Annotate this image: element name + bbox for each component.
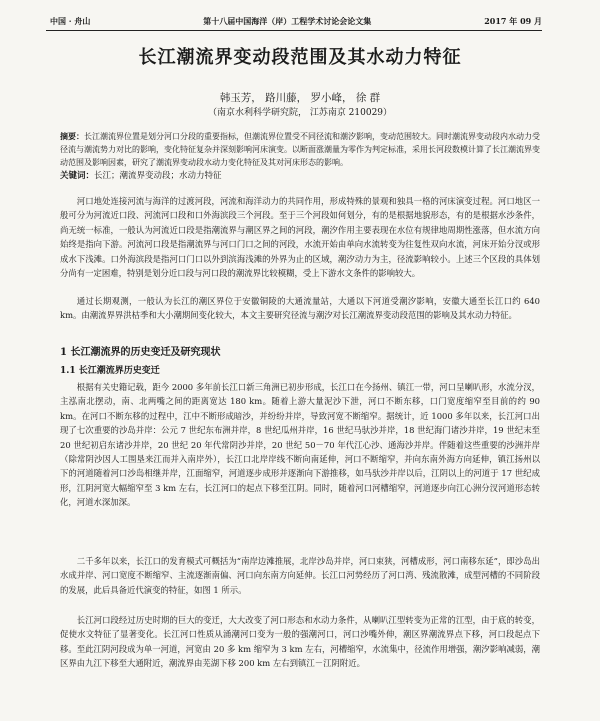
history-paragraph-2: 二千多年以来，长江口的发育模式可概括为“南岸边滩推展，北岸沙岛并岸，河口束狭，河槽成形，河口南移东延”，即沙岛出水成并岸、河口宽度不断缩窄、主流逐渐南偏、河口向东南方向延伸。长江口河势经历了河口湾、残流散滩，成型河槽的不同阶段的发展，此后具备近代演变的特征，如图 1 所示。 [60, 556, 540, 595]
affiliation: （南京水利科学研究院， 江苏南京 210029） [207, 108, 393, 118]
keywords [60, 170, 540, 183]
subsection-heading-1-1: 1.1 长江潮流界历史变迁 [60, 366, 160, 376]
abstract-text: 长江潮流界位置是划分河口分段的重要指标，但潮流界位置受不同径流和潮汐影响，变动范围较大。同时潮流界变动段内水动力受径流与潮流势力对比的影响，变化特征复杂并深刻影响河床演变。以断面涨潮量为零作为判定标准，采用长河段数模计算了长江潮流界变动范围及影响因素，研究了潮流界变动段水动力变化特征及其对河床形态的影响。 [60, 132, 540, 168]
header-date: 2017 年 09 月 [484, 15, 542, 26]
keywords-text: 长江；潮流界变动段；水动力特征 [94, 171, 222, 181]
header-location: 中国 · 舟山 [50, 15, 91, 26]
paper-title: 长江潮流界变动段范围及其水动力特征 [138, 47, 462, 68]
history-paragraph-1: 根据有关史籍记载，距今 2000 多年前长江口新三角洲已初步形成，长江口在今扬州、镇江一带，河口呈喇叭形，水流分汊，主泓南北摆动，南、北两嘴之间的距离宽达 180 km。随着上游大量泥沙下泄，河口不断东移，口门宽度缩窄至目前的约 90 km。在河口不断东移的过程中，江中不断形成暗沙，并纷纷并岸，导致河宽不断缩窄。据统计，近 1000 多年以来，长江河口出现了七次重要的沙岛并岸：公元 7 世纪东布洲并岸，8 世纪瓜州并岸，16 世纪马驮沙并岸，18 世纪海门诸沙并岸，19 世纪末至 20 世纪初启东诸沙并岸，20 世纪 20 年代常阴沙并岸，20 世纪 50－70 年代江心沙、通海沙并岸。伴随着这些重要的沙洲并岸（除常阴沙因人工围垦来江而并入南岸外），长江口北岸岸线不断向南延伸，河口不断缩窄，并向东南外海方向延伸，镇江扬州以下的河道随着河口沙岛相继并岸，江面缩窄，河道逐步成形并逐渐向下游推移，如马驮沙并岸以后，江阴以上的河道于 17 世纪成形，江阴河宽大幅缩窄至 3 km 左右，长江河口的起点下移至江阴。同时，随着河口河槽缩窄，河道逐步向江心洲分汊河道形态转化，河道水深加深。 [60, 382, 540, 508]
intro-paragraph-1: 河口地处连接河流与海洋的过渡河段，河流和海洋动力的共同作用，形成特殊的景观和独具一格的河床演变过程。河口地区一般可分为河流近口段、河流河口段和口外海滨段三个河段。至于三个河段如何划分，有的是根据地貌形态，有的是根据水沙条件，尚无统一标准，一般认为河流近口段是指潮流界与潮区界之间的河段，潮汐作用主要表现在水位有规律地周期性涨落，但水流方向始终是指向下游。河流河口段是指潮流界与河口门口之间的河段，水流开始由单向水流转变为往复性双向水流，河床开始分汊或形成水下浅滩。口外海滨段是指河口门口以外到滨海浅滩的外界为止的区域，潮汐动力为主，径流影响较小。上述三个区段的具体划分尚有一定困难，特别是划分近口段与河口段的潮流界比较模糊，受上下游水文条件的影响较大。 [60, 196, 540, 279]
abstract [60, 130, 540, 170]
authors: 韩玉芳， 路川藤， 罗小峰， 徐 群 [219, 92, 381, 104]
abstract-label: 摘要： [60, 131, 84, 141]
running-header [50, 14, 542, 28]
header-proceedings: 第十八届中国海洋（岸）工程学术讨论会论文集 [203, 15, 372, 26]
intro-paragraph-2: 通过长期观测，一般认为长江的潮区界位于安徽铜陵的大通流量站，大通以下河道受潮汐影响，安徽大通至长江口约 640 km。由潮流界界洪枯季和大小潮期间变化较大，本文主要研究径流与潮汐对长江潮流界变动段范围的影响及其水动力特征。 [60, 296, 540, 321]
history-paragraph-3: 长江河口段经过历史时期的巨大的变迁，大大改变了河口形态和水动力条件，从喇叭江型转变为正常的江型，由于底的转变，促使水文特征了显著变化。长江河口性质从涌潮河口变为一般的强潮河口，河口沙嘴外伸，潮区界潮流界点下移，河口段起点下移。至此江阴河段成为单一河道，河宽由 20 多 km 缩窄为 3 km 左右，河槽缩窄，水流集中，径流作用增强，潮汐影响减弱，潮区界由九江下移至大通附近，潮流界由芜湖下移 200 km 左右到镇江－江阴附近。 [60, 615, 540, 669]
keywords-label: 关键词： [60, 171, 95, 181]
header-rule [46, 30, 542, 31]
section-heading-1: 1 长江潮流界的历史变迁及研究现状 [60, 347, 221, 358]
